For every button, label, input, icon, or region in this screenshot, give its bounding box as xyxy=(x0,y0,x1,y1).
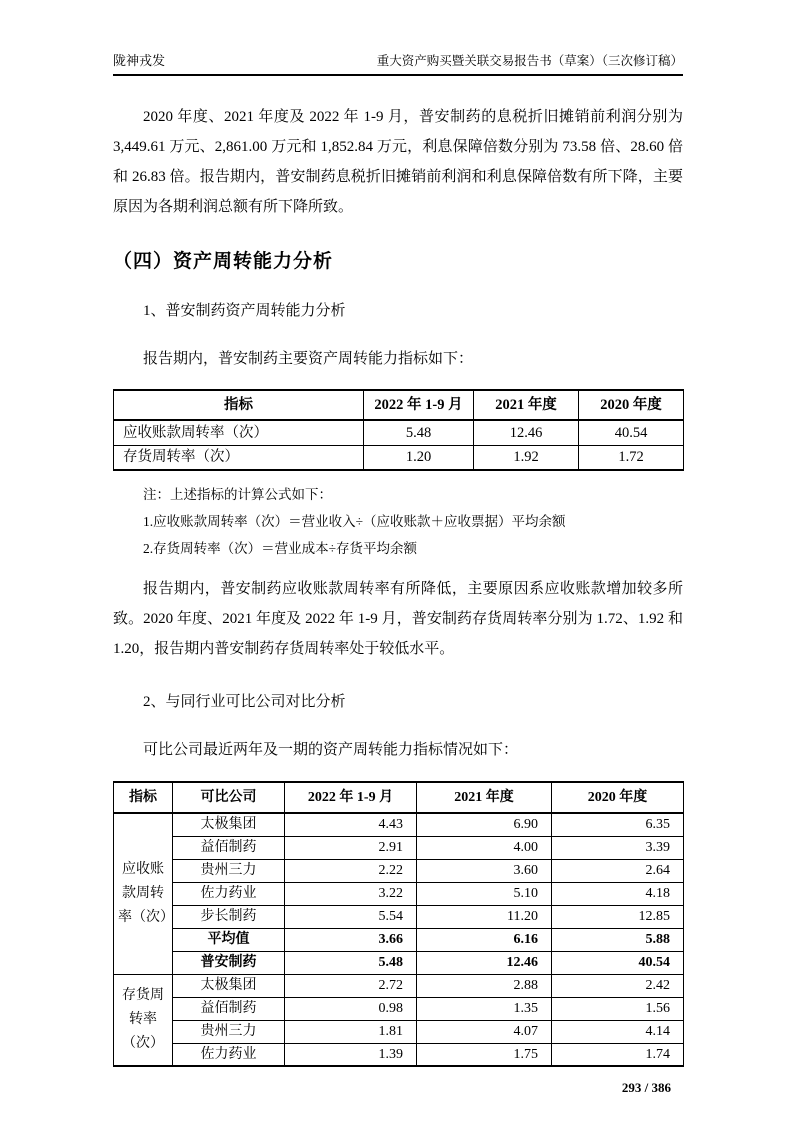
table-row xyxy=(114,836,684,859)
value-cell: 12.46 xyxy=(474,420,579,445)
value-cell: 6.90 xyxy=(417,813,552,836)
value-cell: 5.48 xyxy=(285,951,417,974)
company-name-cell: 步长制药 xyxy=(173,905,285,928)
value-cell: 4.14 xyxy=(552,1020,684,1043)
value-cell: 4.00 xyxy=(417,836,552,859)
company-name-cell: 普安制药 xyxy=(173,951,285,974)
column-header: 2020 年度 xyxy=(552,782,684,813)
company-name-cell: 益佰制药 xyxy=(173,836,285,859)
page-footer xyxy=(113,1080,683,1096)
paragraph-analysis: 报告期内，普安制药应收账款周转率有所降低，主要原因系应收账款增加较多所致。2020 年度、2021 年度及 2022 年 1-9 月，普安制药存货周转率分别为 1.72、1.92 和 1.20，报告期内普安制药存货周转率处于较低水平。 xyxy=(113,581,683,657)
value-cell: 11.20 xyxy=(417,905,552,928)
page-number: 293 / 386 xyxy=(621,1080,671,1095)
table-row xyxy=(114,859,684,882)
value-cell: 0.98 xyxy=(285,997,417,1020)
column-header: 2021 年度 xyxy=(417,782,552,813)
value-cell: 4.43 xyxy=(285,813,417,836)
value-cell: 40.54 xyxy=(552,951,684,974)
table-row xyxy=(114,813,684,836)
table-row xyxy=(114,974,684,997)
value-cell: 5.10 xyxy=(417,882,552,905)
value-cell: 12.85 xyxy=(552,905,684,928)
value-cell: 1.75 xyxy=(417,1043,552,1066)
indicator-group-cell: 应收账款周转率（次） xyxy=(114,813,173,974)
paragraph-table1-intro: 报告期内，普安制药主要资产周转能力指标如下： xyxy=(143,351,474,367)
value-cell: 6.16 xyxy=(417,928,552,951)
value-cell: 1.20 xyxy=(364,445,474,470)
value-cell: 2.22 xyxy=(285,859,417,882)
value-cell: 1.39 xyxy=(285,1043,417,1066)
note-line: 注：上述指标的计算公式如下： xyxy=(143,487,332,502)
company-name-cell: 佐力药业 xyxy=(173,882,285,905)
column-header: 指标 xyxy=(114,782,173,813)
table-header-row xyxy=(114,782,684,813)
company-name-cell: 佐力药业 xyxy=(173,1043,285,1066)
indicator-group-cell: 存货周转率（次） xyxy=(114,974,173,1066)
column-header: 2022 年 1-9 月 xyxy=(285,782,417,813)
paragraph-table2-intro: 可比公司最近两年及一期的资产周转能力指标情况如下： xyxy=(143,742,519,758)
page-header xyxy=(113,50,683,76)
value-cell: 4.07 xyxy=(417,1020,552,1043)
company-name-cell: 太极集团 xyxy=(173,974,285,997)
column-header: 可比公司 xyxy=(173,782,285,813)
value-cell: 2.88 xyxy=(417,974,552,997)
table-row xyxy=(114,905,684,928)
indicator-label-cell: 存货周转率（次） xyxy=(114,445,364,470)
column-header: 2020 年度 xyxy=(579,390,684,420)
value-cell: 2.64 xyxy=(552,859,684,882)
company-name-cell: 贵州三力 xyxy=(173,859,285,882)
value-cell: 1.35 xyxy=(417,997,552,1020)
table-row xyxy=(114,928,684,951)
indicator-label-cell: 应收账款周转率（次） xyxy=(114,420,364,445)
table-row xyxy=(114,1043,684,1066)
value-cell: 3.22 xyxy=(285,882,417,905)
asset-turnover-table xyxy=(113,389,684,471)
value-cell: 40.54 xyxy=(579,420,684,445)
subheading-2: 2、与同行业可比公司对比分析 xyxy=(143,694,346,710)
header-report-title: 重大资产购买暨关联交易报告书（草案）（三次修订稿） xyxy=(376,54,683,68)
value-cell: 12.46 xyxy=(417,951,552,974)
peer-comparison-table xyxy=(113,781,684,1067)
column-header: 2021 年度 xyxy=(474,390,579,420)
paragraph-ebitda: 2020 年度、2021 年度及 2022 年 1-9 月，普安制药的息税折旧摊销前利润分别为 3,449.61 万元、2,861.00 万元和 1,852.84 万元，利息保障倍数分别为 73.58 倍、28.60 倍和 26.83 倍。报告期内，普安制药息税折旧摊销前利润和利息保障倍数有所下降，主要原因为各期利润总额有所下降所致。 xyxy=(113,109,683,215)
table-row xyxy=(114,445,684,470)
value-cell: 2.72 xyxy=(285,974,417,997)
value-cell: 1.74 xyxy=(552,1043,684,1066)
subheading-1: 1、普安制药资产周转能力分析 xyxy=(143,303,346,319)
value-cell: 3.66 xyxy=(285,928,417,951)
header-company-name: 陇神戎发 xyxy=(113,53,166,68)
table-row xyxy=(114,997,684,1020)
value-cell: 4.18 xyxy=(552,882,684,905)
table-row xyxy=(114,951,684,974)
section-heading: （四）资产周转能力分析 xyxy=(113,251,334,272)
value-cell: 2.42 xyxy=(552,974,684,997)
value-cell: 1.81 xyxy=(285,1020,417,1043)
note-line: 2.存货周转率（次）＝营业成本÷存货平均余额 xyxy=(143,541,418,556)
value-cell: 5.88 xyxy=(552,928,684,951)
value-cell: 1.56 xyxy=(552,997,684,1020)
note-line: 1.应收账款周转率（次）＝营业收入÷（应收账款＋应收票据）平均余额 xyxy=(143,514,566,529)
table-notes xyxy=(113,481,683,562)
column-header: 指标 xyxy=(114,390,364,420)
company-name-cell: 益佰制药 xyxy=(173,997,285,1020)
company-name-cell: 太极集团 xyxy=(173,813,285,836)
table-row xyxy=(114,1020,684,1043)
value-cell: 3.39 xyxy=(552,836,684,859)
value-cell: 5.54 xyxy=(285,905,417,928)
table-header-row xyxy=(114,390,684,420)
company-name-cell: 贵州三力 xyxy=(173,1020,285,1043)
column-header: 2022 年 1-9 月 xyxy=(364,390,474,420)
value-cell: 3.60 xyxy=(417,859,552,882)
value-cell: 1.92 xyxy=(474,445,579,470)
value-cell: 5.48 xyxy=(364,420,474,445)
value-cell: 2.91 xyxy=(285,836,417,859)
value-cell: 6.35 xyxy=(552,813,684,836)
table-row xyxy=(114,420,684,445)
table-row xyxy=(114,882,684,905)
value-cell: 1.72 xyxy=(579,445,684,470)
company-name-cell: 平均值 xyxy=(173,928,285,951)
